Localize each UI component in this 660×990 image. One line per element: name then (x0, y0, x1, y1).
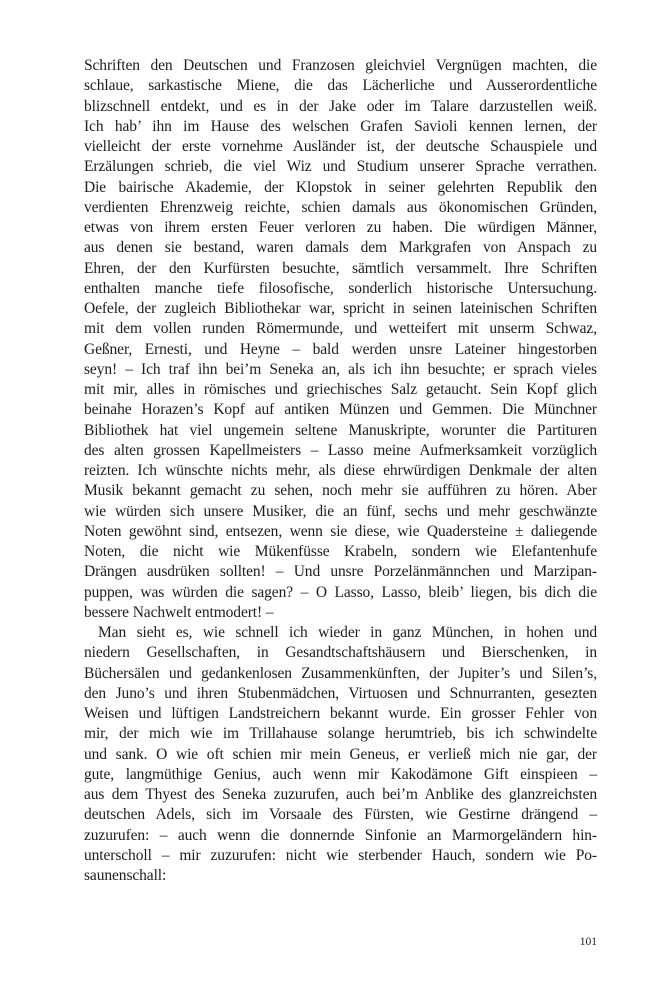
text-line: Bibliothek hat viel ungemein seltene Manuskripte, worunter die Partituren (84, 421, 597, 439)
text-line: unterscholl – mir zuzurufen: nicht wie sterbender Hauch, sondern wie Po- (84, 846, 597, 864)
text-line: etwas von ihrem ersten Feuer verloren zu haben. Die würdigen Männer, (84, 219, 597, 236)
paragraph (84, 56, 597, 623)
text-line: Schriften den Deutschen und Franzosen gleichviel Vergnügen machten, die (84, 57, 597, 74)
text-line: Erzälungen schrieb, die viel Wiz und Studium unserer Sprache verrathen. (84, 158, 597, 176)
text-line: mit dem vollen runden Römermunde, und wetteifert mit unserm Schwaz, (84, 320, 597, 338)
text-line: gute, langmüthige Genius, auch wenn mir Kakodämone Gift einspieen – (84, 765, 597, 783)
text-line: deutschen Adels, sich im Vorsaale des Fürsten, wie Gestirne drängend – (84, 806, 597, 824)
text-line: und sank. O wie oft schien mir mein Geneus, er verließ mich nie gar, der (84, 745, 597, 763)
text-line: Man sieht es, wie schnell ich wieder in ganz München, in hohen und (98, 624, 597, 641)
text-line: Büchersälen und gedankenlosen Zusammenkünften, der Jupiter’s und Silen’s, (84, 664, 597, 682)
text-line: verdienten Ehrenzweig reichte, schien damals aus ökonomischen Gründen, (84, 198, 597, 216)
text-line: Ich hab’ ihn im Hause des welschen Grafen Savioli kennen lernen, der (84, 117, 597, 135)
text-line: Geßner, Ernesti, und Heyne – bald werden unsre Lateiner hingestorben (84, 340, 597, 358)
text-line: Die bairische Akademie, der Klopstok in seiner gelehrten Republik den (84, 178, 597, 196)
text-line: wie würden sich unsere Musiker, die an fünf, sechs und mehr geschwänzte (84, 502, 597, 520)
text-line: vielleicht der erste vornehme Ausländer ist, der deutsche Schauspiele und (84, 138, 597, 155)
text-line: des alten grossen Kapellmeisters – Lasso meine Aufmerksamkeit vorzüglich (84, 441, 597, 459)
text-line: Ehren, der den Kurfürsten besuchte, sämtlich versammelt. Ihre Schriften (84, 259, 597, 277)
text-line: schlaue, sarkastische Miene, die das Lächerliche und Ausserordentliche (84, 77, 597, 95)
text-line: seyn! – Ich traf ihn bei’m Seneka an, als ich ihn besuchte; er sprach vieles (84, 360, 597, 378)
text-line: beinahe Horazen’s Kopf auf antiken Münzen und Gemmen. Die Münchner (84, 401, 597, 419)
paragraph (84, 623, 597, 886)
text-line: puppen, was würden die sagen? – O Lasso, Lasso, bleib’ liegen, bis dich die (84, 583, 597, 601)
text-line: Noten gewöhnt sind, entsezen, wenn sie diese, wie Quadersteine ± daliegende (84, 522, 597, 540)
text-line: mit mir, alles in römisches und griechisches Salz getaucht. Sein Kopf glich (84, 381, 597, 398)
text-line: mir, der mich wie im Trillahause solange herumtrieb, bis ich schwindelte (84, 725, 597, 743)
text-line: zuzurufen: – auch wenn die donnernde Sinfonie an Marmorgeländern hin- (84, 826, 597, 844)
text-line: aus dem Thyest des Seneka zuzurufen, auch bei’m Anblike des glanzreichsten (84, 786, 597, 803)
text-block (84, 56, 597, 886)
text-line: reizten. Ich wünschte nichts mehr, als diese ehrwürdigen Denkmale der alten (84, 462, 597, 479)
text-line: Weisen und lüftigen Landstreichern bekannt wurde. Ein grosser Fehler von (84, 705, 597, 722)
text-line: aus denen sie bestand, waren damals dem Markgrafen von Anspach zu (84, 239, 597, 257)
page-number: 101 (579, 936, 597, 948)
text-line: blizschnell entdekt, und es in der Jake oder im Talare darzustellen weiß. (84, 97, 597, 115)
text-line: Drängen ausdrüken sollten! – Und unsre Porzelänmännchen und Marzipan- (84, 563, 597, 581)
text-line: niedern Gesellschaften, in Gesandtschaftshäusern und Bierschenken, in (84, 644, 597, 662)
text-line: bessere Nachwelt entmodert! – (84, 603, 274, 621)
text-line: Noten, die nicht wie Mükenfüsse Krabeln, sondern wie Elefantenhufe (84, 543, 597, 560)
text-line: saunenschall: (84, 867, 167, 884)
text-line: enthalten manche tiefe filosofische, sonderlich historische Untersuchung. (84, 279, 597, 297)
text-line: Musik bekannt gemacht zu sehen, noch mehr sie aufführen zu hören. Aber (84, 482, 597, 500)
text-line: den Juno’s und ihren Stubenmädchen, Virtuosen und Schnurranten, gesezten (84, 684, 597, 702)
text-line: Oefele, der zugleich Bibliothekar war, spricht in seinen lateinischen Schriften (84, 300, 597, 317)
